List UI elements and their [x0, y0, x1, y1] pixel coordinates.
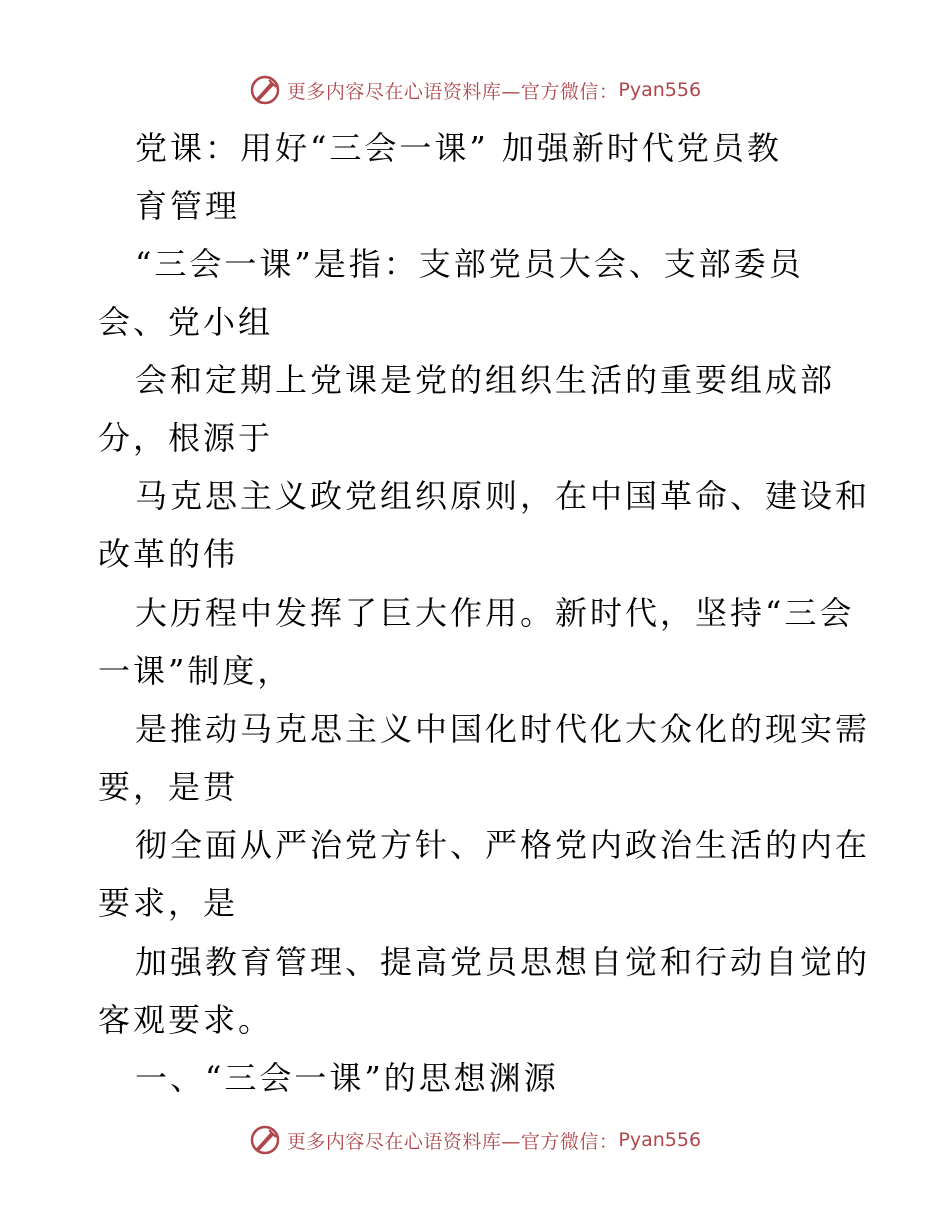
title-line-2: 育管理	[135, 187, 241, 225]
paragraph-line: 彻全面从严治党方针、严格党内政治生活的内在	[135, 826, 871, 864]
title-line-1: 党课：用好“三会一课” 加强新时代党员教	[135, 129, 782, 167]
paragraph-line: 马克思主义政党组织原则，在中国革命、建设和	[135, 477, 871, 515]
paragraph-line: 会、党小组	[98, 303, 274, 341]
paragraph-line: 要求，是	[98, 884, 239, 922]
quill-seal-icon	[249, 1124, 281, 1156]
watermark-wechat-id: Pyan556	[618, 79, 702, 101]
paragraph-line: 加强教育管理、提高党员思想自觉和行动自觉的	[135, 943, 871, 981]
paragraph-line: 会和定期上党课是党的组织生活的重要组成部	[135, 361, 836, 399]
paragraph-line: 一课”制度，	[98, 652, 293, 690]
paragraph-line: 是推动马克思主义中国化时代化大众化的现实需	[135, 710, 871, 748]
watermark-text: 更多内容尽在心语资料库—官方微信：	[286, 1130, 619, 1153]
paragraph-line: 改革的伟	[98, 535, 239, 573]
paragraph-line: 分，根源于	[98, 419, 274, 457]
paragraph-line: 要，是贯	[98, 768, 239, 806]
section-heading: 一、“三会一课”的思想渊源	[135, 1059, 559, 1097]
watermark-text: 更多内容尽在心语资料库—官方微信：	[286, 80, 619, 103]
watermark-wechat-id: Pyan556	[618, 1129, 702, 1151]
paragraph-line: 客观要求。	[98, 1001, 274, 1039]
header-watermark	[0, 70, 950, 110]
paragraph-line: 大历程中发挥了巨大作用。新时代，坚持“三会	[135, 594, 855, 632]
quill-seal-icon	[249, 74, 281, 106]
paragraph-line: “三会一课”是指：支部党员大会、支部委员	[135, 245, 804, 283]
footer-watermark	[0, 1120, 950, 1160]
